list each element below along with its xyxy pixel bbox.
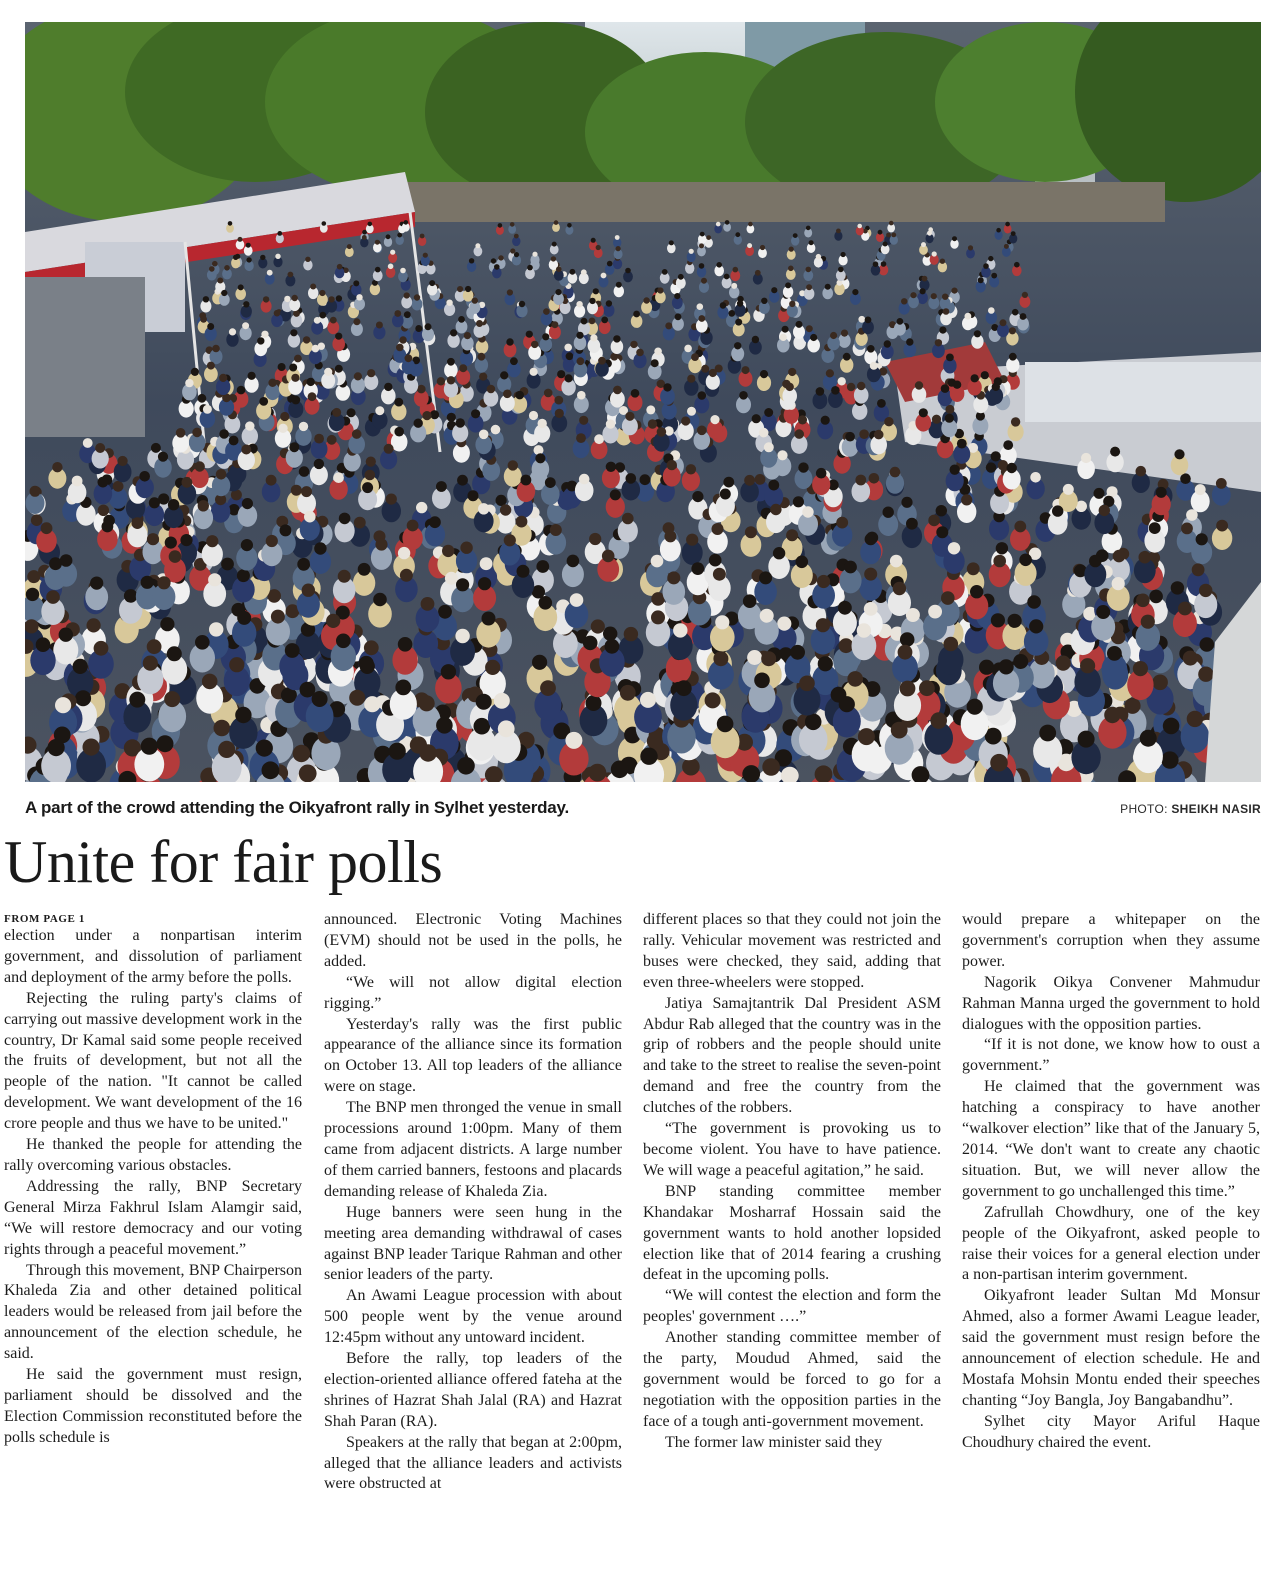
article-paragraph: “The government is provoking us to become violent. You have to have patience. We will wage a peaceful agitation,” he said. (643, 1120, 941, 1179)
article-paragraph: He said the government must resign, parliament should be dissolved and the Election Commission reconstituted before the polls schedule is (4, 1366, 302, 1446)
article-paragraph: BNP standing committee member Khandakar Mosharraf Hossain said the government wants to hold another lopsided election like that of 2014 fearing a crushing defeat in the upcoming polls. (643, 1182, 941, 1284)
article-paragraph: Through this movement, BNP Chairperson Khaleda Zia and other detained political leaders would be released from jail before the announcement of the election schedule, he said. (4, 1261, 302, 1363)
column-4-paragraphs (962, 910, 1260, 1454)
article-paragraph: election under a nonpartisan interim government, and dissolution of parliament and deployment of the army before the polls. (4, 927, 302, 986)
photo-credit (1120, 802, 1261, 816)
article-paragraph: Nagorik Oikya Convener Mahmudur Rahman Manna urged the government to hold dialogues with the opposition parties. (962, 973, 1260, 1033)
article-paragraph: Zafrullah Chowdhury, one of the key people of the Oikyafront, asked people to raise their voices for a general election under a non-partisan interim government. (962, 1203, 1260, 1284)
article-paragraph: would prepare a whitepaper on the government's corruption when they assume power. (962, 911, 1260, 970)
rally-crowd-photo (25, 22, 1261, 782)
photo-caption: A part of the crowd attending the Oikyafront rally in Sylhet yesterday. (25, 798, 570, 817)
article-paragraph: Oikyafront leader Sultan Md Monsur Ahmed, also a former Awami League leader, said the government must resign before the announcement of election schedule. He and Mostafa Mohsin Montu ended their speeches chanting “Joy Bangla, Joy Bangabandhu”. (962, 1287, 1260, 1409)
photo-credit-label: PHOTO: (1120, 802, 1168, 816)
article-paragraph: The BNP men thronged the venue in small processions around 1:00pm. Many of them came from adjacent districts. A large number of them carried banners, festoons and placards demanding release of Khaleda Zia. (324, 1099, 622, 1200)
article-paragraph: The former law minister said they (665, 1433, 883, 1451)
article-paragraph: He claimed that the government was hatching a conspiracy to have another “walkover election” like that of the January 5, 2014. “We don't want to create any chaotic situation. But, we will never allow the government to go unchallenged this time.” (962, 1078, 1260, 1200)
column-2-paragraphs (324, 910, 622, 1495)
crowd-photo-illustration (25, 22, 1261, 782)
headline: Unite for fair polls (4, 829, 443, 895)
article-body (4, 908, 1262, 1568)
article-paragraph: An Awami League procession with about 500 people went by the venue around 12:45pm without any untoward incident. (324, 1287, 622, 1347)
article-column-4 (962, 910, 1260, 1568)
article-paragraph: Huge banners were seen hung in the meeting area demanding withdrawal of cases against BNP leader Tarique Rahman and other senior leaders of the party. (324, 1203, 622, 1284)
article-paragraph: “We will not allow digital election rigging.” (324, 973, 622, 1012)
article-paragraph: Yesterday's rally was the first public appearance of the alliance since its formation on October 13. All top leaders of the alliance were on stage. (324, 1015, 622, 1096)
article-paragraph: Before the rally, top leaders of the election-oriented alliance offered fateha at the shrines of Hazrat Shah Jalal (RA) and Hazrat Shah Paran (RA). (324, 1350, 622, 1430)
photo-caption-row (25, 798, 1261, 824)
article-paragraph: Addressing the rally, BNP Secretary General Mirza Fakhrul Islam Alamgir said, “We will restore democracy and our voting rights through a peaceful movement.” (4, 1177, 302, 1258)
article-paragraph: He thanked the people for attending the rally overcoming various obstacles. (4, 1136, 302, 1174)
article-paragraph: Speakers at the rally that began at 2:00pm, alleged that the alliance leaders and activists were obstructed at (324, 1433, 622, 1493)
article-paragraph: Sylhet city Mayor Ariful Haque Choudhury chaired the event. (962, 1412, 1260, 1451)
kicker: FROM PAGE 1 (4, 913, 85, 925)
article-paragraph: “We will contest the election and form the peoples' government ….” (643, 1287, 941, 1326)
column-1-paragraphs (4, 926, 302, 1449)
article-paragraph: Another standing committee member of the party, Moudud Ahmed, said the government would be forced to go for a negotiation with the opposition parties in the face of a tough anti-government movement. (643, 1329, 941, 1430)
article-paragraph: Jatiya Samajtantrik Dal President ASM Abdur Rab alleged that the country was in the grip of robbers and the people should unite and take to the street to realise the seven-point demand and free the country from the clutches of the robbers. (643, 994, 941, 1117)
article-paragraph: different places so that they could not join the rally. Vehicular movement was restricted and buses were checked, they said, adding that even three-wheelers were stopped. (643, 911, 941, 991)
article-column-2 (324, 910, 622, 1568)
article-paragraph: Rejecting the ruling party's claims of carrying out massive development work in the country, Dr Kamal said some people received the fruits of development, but not all the people of the nation. "It cannot be called development. We want development of the 16 crore people and thus we have to be united." (4, 989, 302, 1133)
photo-credit-name: SHEIKH NASIR (1171, 802, 1261, 816)
column-3-paragraphs (643, 910, 941, 1454)
article-column-1 (4, 908, 302, 1568)
article-paragraph: “If it is not done, we know how to oust a government.” (962, 1036, 1260, 1075)
article-column-3 (643, 910, 941, 1568)
article-paragraph: announced. Electronic Voting Machines (EVM) should not be used in the polls, he added. (324, 911, 622, 970)
